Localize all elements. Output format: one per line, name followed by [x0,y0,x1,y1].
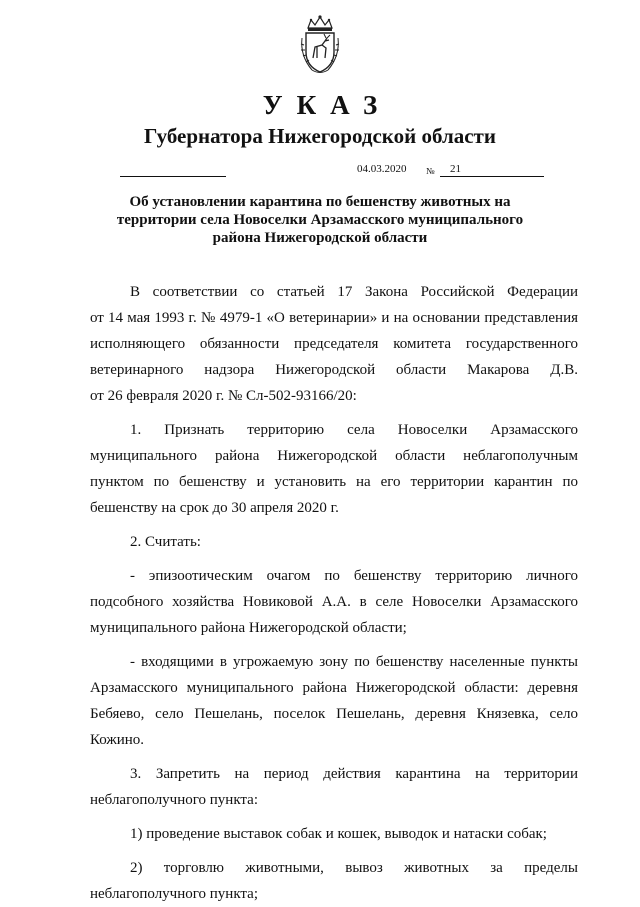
item2b-line: - входящими в угрожаемую зону по бешенству населенные пункты [130,654,578,670]
preamble-line: исполняющего обязанности председателя комитета государственного [90,336,578,352]
title-line: Об установлении карантина по бешенству животных на [129,194,511,210]
item1-line: муниципального района Нижегородской области неблагополучным [90,448,578,464]
item3-subitem-2-line: неблагополучного пункта; [90,886,258,902]
item2-heading: 2. Считать: [130,534,201,550]
document-number: 21 [450,163,461,175]
item1-line: бешенству на срок до 30 апреля 2020 г. [90,500,339,516]
item3-subitem-2-line: 2) торговлю животными, вывоз животных за пределы [130,860,578,876]
decree-title [60,193,580,247]
preamble-line: от 14 мая 1993 г. № 4979-1 «О ветеринарии» и на основании представления [90,310,578,326]
item2a-line: подсобного хозяйства Новиковой А.А. в селе Новоселки Арзамасского [90,594,578,610]
number-underline [440,176,544,177]
item3-line: 3. Запретить на период действия карантина на территории [130,766,578,782]
title-line: территории села Новоселки Арзамасского муниципального [116,212,524,228]
item2b-line: Арзамасского муниципального района Нижегородской области: деревня [90,680,578,696]
document-date: 04.03.2020 [357,163,407,175]
item1-line: 1. Признать территорию села Новоселки Арзамасского [130,422,578,438]
issuer: Губернатора Нижегородской области [144,124,496,148]
document-type: УКАЗ [262,90,392,120]
item2b-line: Бебяево, село Пешелань, поселок Пешелань, деревня Князевка, село [90,706,578,722]
decree-body [90,279,578,907]
item3-line: неблагополучного пункта: [90,792,258,808]
number-sign: № [426,166,435,176]
item2a-line: муниципального района Нижегородской области; [90,620,407,636]
item3-subitem-1: 1) проведение выставок собак и кошек, выводок и натаски собак; [130,826,547,842]
preamble-line: ветеринарного надзора Нижегородской области Макарова Д.В. [90,362,578,378]
title-line: района Нижегородской области [212,230,428,246]
item2a-line: - эпизоотическим очагом по бешенству территорию личного [130,568,578,584]
nizhny-novgorod-coat-of-arms-icon [298,14,342,76]
item2b-line: Кожино. [90,732,145,748]
preamble-line: В соответствии со статьей 17 Закона Российской Федерации [130,284,578,300]
signature-line-left [120,176,226,177]
preamble-line: от 26 февраля 2020 г. № Сл-502-93166/20: [90,388,357,404]
item1-line: пунктом по бешенству и установить на его территории карантин по [90,474,578,490]
